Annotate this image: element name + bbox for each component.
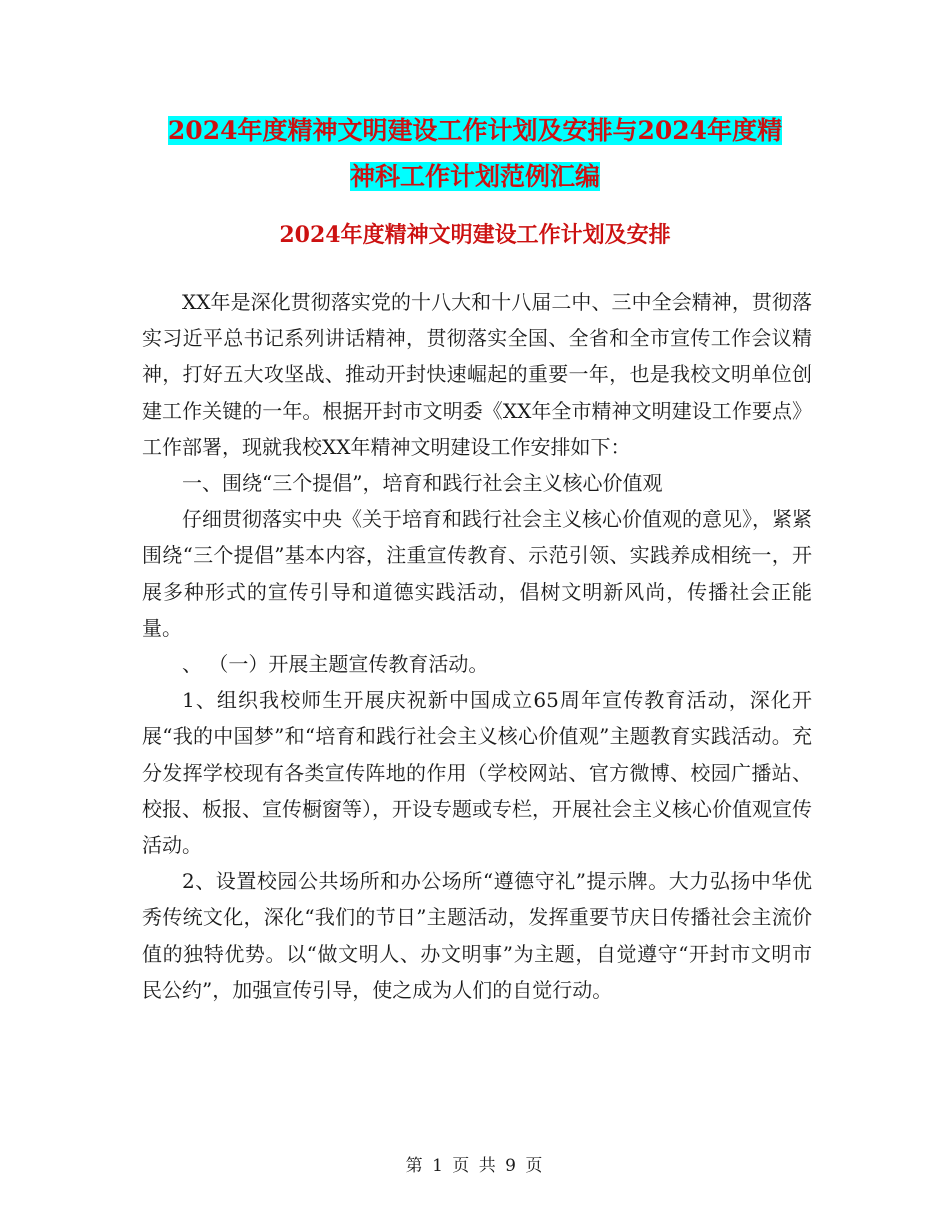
heading-section-one: 一、围绕“三个提倡”，培育和践行社会主义核心价值观 — [182, 471, 663, 496]
document-body — [142, 284, 812, 1008]
document-title — [140, 108, 810, 200]
subheading-one: 、 （一）开展主题宣传教育活动。 — [182, 652, 489, 677]
paragraph-item-1: 1、组织我校师生开展庆祝新中国成立65周年宣传教育活动，深化开展“我的中国梦”和“培育和践行社会主义核心价值观”主题教育实践活动。充分发挥学校现有各类宣传阵地的作用（学校网站、官方微博、校园广播站、校报、板报、宣传橱窗等），开设专题或专栏，开展社会主义核心价值观宣传活动。 — [142, 688, 812, 858]
document-title-line-2: 神科工作计划范例汇编 — [349, 162, 600, 191]
paragraph-intro: XX年是深化贯彻落实党的十八大和十八届二中、三中全会精神，贯彻落实习近平总书记系列讲话精神，贯彻落实全国、全省和全市宣传工作会议精神，打好五大攻坚战、推动开封快速崛起的重要一年，也是我校文明单位创建工作关键的一年。根据开封市文明委《XX年全市精神文明建设工作要点》工作部署，现就我校XX年精神文明建设工作安排如下： — [142, 290, 812, 459]
paragraph-item-2: 2、设置校园公共场所和办公场所“遵德守礼”提示牌。大力弘扬中华优秀传统文化，深化“我们的节日”主题活动，发挥重要节庆日传播社会主流价值的独特优势。以“做文明人、办文明事”为主题，自觉遵守“开封市文明市民公约”，加强宣传引导，使之成为人们的自觉行动。 — [142, 869, 812, 1002]
document-title-line-1: 2024年度精神文明建设工作计划及安排与2024年度精 — [167, 116, 783, 145]
paragraph-section-one: 仔细贯彻落实中央《关于培育和践行社会主义核心价值观的意见》，紧紧围绕“三个提倡”基本内容，注重宣传教育、示范引领、实践养成相统一，开展多种形式的宣传引导和道德实践活动，倡树文明新风尚，传播社会正能量。 — [142, 507, 812, 640]
section-title: 2024年度精神文明建设工作计划及安排 — [279, 222, 671, 248]
page-footer: 第 1 页 共 9 页 — [405, 1156, 545, 1176]
